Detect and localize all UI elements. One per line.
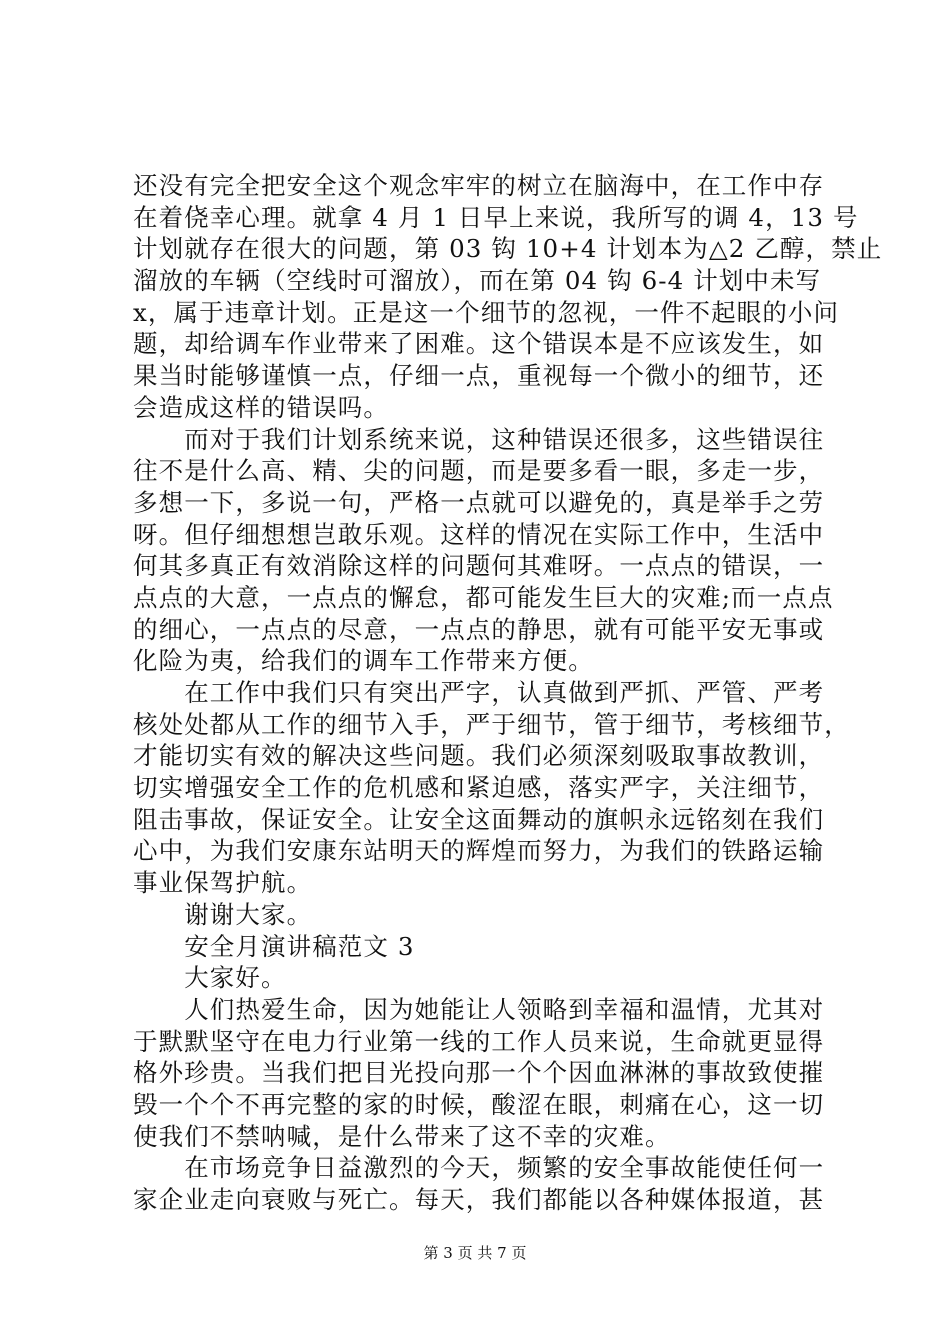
text-line: 于默默坚守在电力行业第一线的工作人员来说，生命就更显得 xyxy=(133,1026,825,1056)
text-line: 切实增强安全工作的危机感和紧迫感，落实严字，关注细节， xyxy=(133,773,825,803)
text-line: 格外珍贵。当我们把目光投向那一个个因血淋淋的事故致使摧 xyxy=(133,1058,825,1088)
text-line: 会造成这样的错误吗。 xyxy=(133,392,389,422)
text-line: 多想一下，多说一句，严格一点就可以避免的，真是举手之劳 xyxy=(133,487,825,517)
text-line: 点点的大意，一点点的懈怠，都可能发生巨大的灾难;而一点点 xyxy=(133,582,834,612)
text-line: x，属于违章计划。正是这一个细节的忽视，一件不起眼的小问 xyxy=(133,297,840,327)
text-line: 的细心，一点点的尽意，一点点的静思，就有可能平安无事或 xyxy=(133,614,825,644)
text-line: 题，却给调车作业带来了困难。这个错误本是不应该发生，如 xyxy=(133,329,825,359)
text-line: 在市场竞争日益激烈的今天，频繁的安全事故能使任何一 xyxy=(133,1153,825,1183)
text-line: 家企业走向衰败与死亡。每天，我们都能以各种媒体报道，甚 xyxy=(133,1185,825,1214)
document-body xyxy=(133,170,883,1216)
text-line: 果当时能够谨慎一点，仔细一点，重视每一个微小的细节，还 xyxy=(133,361,825,391)
page-number-footer: 第 3 页 共 7 页 xyxy=(423,1244,527,1262)
text-line: 毁一个个不再完整的家的时候，酸涩在眼，刺痛在心，这一切 xyxy=(133,1089,825,1119)
text-line: 溜放的车辆（空线时可溜放），而在第 04 钩 6-4 计划中未写 xyxy=(133,266,822,296)
text-line: 还没有完全把安全这个观念牢牢的树立在脑海中，在工作中存 xyxy=(133,171,825,200)
section-heading: 安全月演讲稿范文 3 xyxy=(133,931,415,961)
text-line: 谢谢大家。 xyxy=(133,899,313,929)
text-line: 何其多真正有效消除这样的问题何其难呀。一点点的错误，一 xyxy=(133,551,825,581)
text-line: 往不是什么高、精、尖的问题，而是要多看一眼，多走一步， xyxy=(133,456,825,486)
text-line: 才能切实有效的解决这些问题。我们必须深刻吸取事故教训， xyxy=(133,741,825,771)
text-line: 心中，为我们安康东站明天的辉煌而努力，为我们的铁路运输 xyxy=(133,836,825,866)
text-line: 呀。但仔细想想岂敢乐观。这样的情况在实际工作中，生活中 xyxy=(133,519,825,549)
text-line: 核处处都从工作的细节入手，严于细节，管于细节，考核细节， xyxy=(133,709,850,739)
text-line: 计划就存在很大的问题，第 03 钩 10+4 计划本为△2 乙醇，禁止 xyxy=(133,234,883,264)
text-line: 化险为夷，给我们的调车工作带来方便。 xyxy=(133,646,594,676)
text-line: 在着侥幸心理。就拿 4 月 1 日早上来说，我所写的调 4，13 号 xyxy=(133,202,859,232)
text-line: 在工作中我们只有突出严字，认真做到严抓、严管、严考 xyxy=(133,678,825,707)
text-line: 大家好。 xyxy=(133,963,287,993)
text-line: 使我们不禁呐喊，是什么带来了这不幸的灾难。 xyxy=(133,1121,671,1151)
text-line: 事业保驾护航。 xyxy=(133,868,313,898)
text-line: 人们热爱生命，因为她能让人领略到幸福和温情，尤其对 xyxy=(133,994,825,1024)
text-line: 而对于我们计划系统来说，这种错误还很多，这些错误往 xyxy=(133,424,825,454)
text-line: 阻击事故，保证安全。让安全这面舞动的旗帜永远铭刻在我们 xyxy=(133,804,825,834)
